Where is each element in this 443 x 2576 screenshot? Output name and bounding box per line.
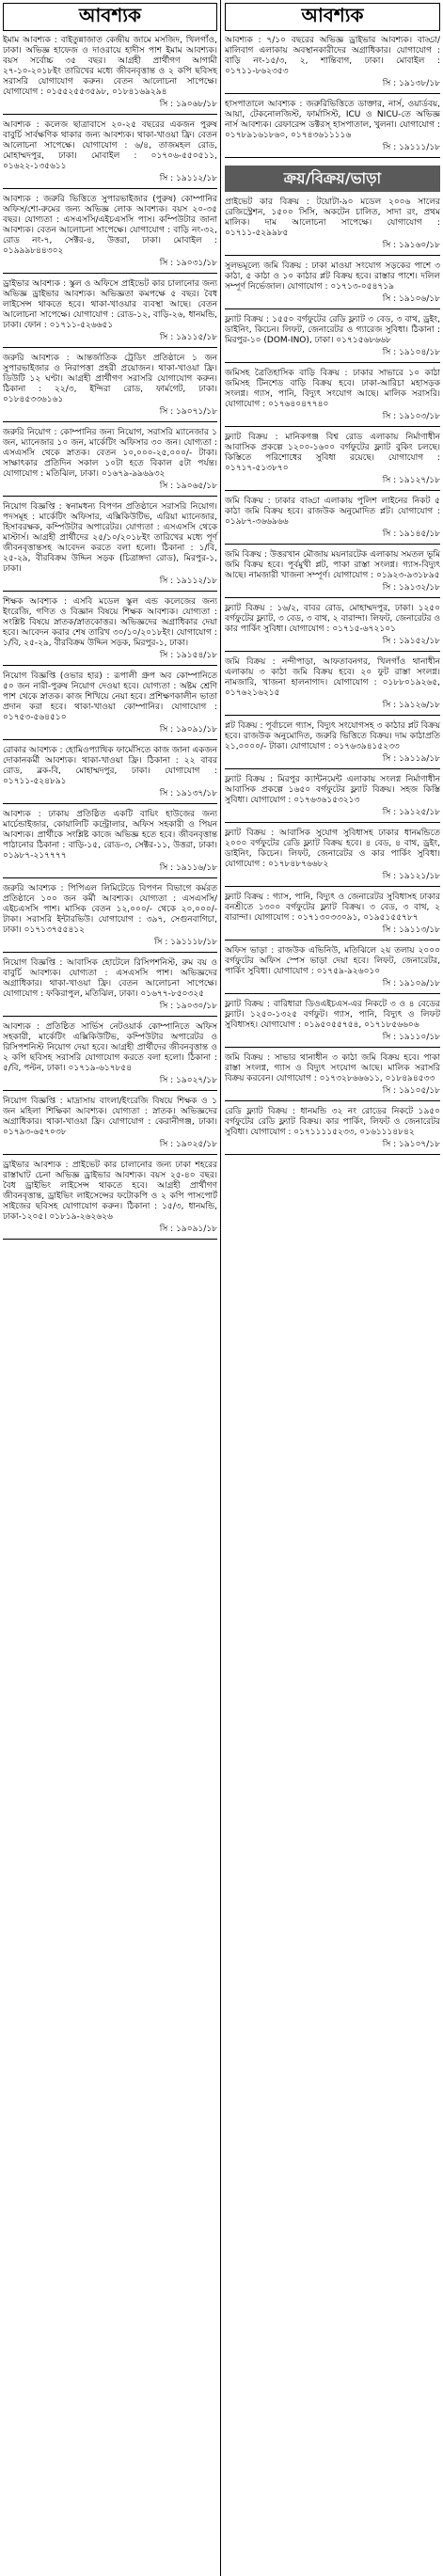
- ad-body-text: প্রাইভেট কার বিক্রয় : টয়োটা-৯০ মডেল ২০০৬ সালের রেজিস্ট্রেশন, ১৫০০ সিসি, অকটেন চালিত, সাদা রং, প্রথম মালিক। দাম আলোচনা সাপেক্ষে। যোগাযোগ : ০১৭১১-৫২৯৯৮৫: [225, 198, 440, 238]
- right-top-ads-list: [225, 34, 440, 158]
- ad-body-text: ফ্ল্যাট বিক্রয় : মানিকগঞ্জ বিশ্ব রোড এলাকায় নির্মাণাধীন আবাসিক প্রকল্পে ১২০০-১৬০০ বর্গফুটের ফ্ল্যাট বুকিং চলছে। কিস্তিতে পরিশোধের সুবিধা রয়েছে। যোগাযোগ : ০১৭১৭-৫১৩৮৭০: [225, 433, 440, 473]
- ad-reference-code: সি : ১৯১২৬/১৮: [382, 701, 440, 710]
- ad-body-text: হাসপাতালে আবশ্যক : জরুরিভিত্তিতে ডাক্তার, নার্স, ওয়ার্ডবয়, আয়া, টেকনোলজিস্ট, ফার্মাসিস্ট, ICU ও NICU-তে অভিজ্ঞ নার্স আবশ্যক। রেফারেন্স ডক্টরস্ হাসপাতাল, খুলনা। যোগাযোগ : ০১৭৮৯১৬১৮৬০, ০১৭৪৩৬১১১১৬: [225, 100, 440, 140]
- classified-ad: [225, 827, 440, 887]
- classified-ad: [3, 670, 217, 740]
- ad-reference-code: সি : ১৯০২৭/১৮: [159, 1076, 217, 1085]
- ad-reference-code: সি : ১৯১২৭/১৮: [382, 476, 440, 485]
- classified-ad: [3, 956, 217, 1017]
- classified-ad: [3, 1159, 217, 1240]
- ad-body-text: নিয়োগ বিজ্ঞপ্তি : আবাসিক হোটেলে রিসিপশনিস্ট, রুম বয় ও বাবুর্চি আবশ্যক। যোগ্যতা : এসএসসি পাশ। অভিজ্ঞদের অগ্রাধিকার। থাকা-খাওয়া ফ্রি। বেতন আলোচনা সাপেক্ষে। যোগাযোগ : ফকিরাপুল, মতিঝিল, ঢাকা। ০১৬৭৭-৮৫০৩২৫: [3, 958, 217, 999]
- ad-body-text: ফ্ল্যাট বিক্রয় : মিরপুর ক্যান্টনমেন্ট এলাকায় সংলগ্ন নির্মাণাধীন আবাসিক প্রকল্পে ১৬৫০ বর্গফুটের ফ্ল্যাট বিক্রয়। সহজ কিস্তি সুবিধা। যোগাযোগ : ০১৭৬৩৬১৫৩২১৩: [225, 775, 440, 805]
- ad-body-text: জরুরি আবশ্যক : পিপিএল লিমিটেডে বিপণন বিভাগে কর্মরত প্রতিষ্ঠানে ১০০ জন কর্মী আবশ্যক। যোগ্যতা : এসএসসি/এইচএসসি পাশ। মাসিক বেতন ১২,০০০/- থেকে ২০,০০০/- টাকা। সরাসরি ইন্টারভিউ। যোগাযোগ : ৩৯৭, সেগুনবাগিচা, ঢাকা। ০১৭১৩৭৫৫৪১২: [3, 884, 217, 935]
- classified-ad: [225, 313, 440, 363]
- classified-ad: [225, 1051, 440, 1101]
- ad-reference-code: সি : ১৯১২৫/১৮: [382, 808, 440, 817]
- classified-ad: [3, 595, 217, 666]
- ad-reference-code: সি : ১৯০৭১/১৮: [159, 407, 217, 417]
- ad-body-text: জমি বিক্রয় : উত্তরখান মৌজায় ময়নারটেক এলাকায় সমতল ভূমি জমি বিক্রয় হবে। পূর্বমুখী প্লট, পাকা রাস্তা সংলগ্ন। গ্যাস-বিদ্যুৎ আছে। নামজারী খাজনা সম্পূর্ণ। যোগাযোগ : ০১৯২৩-৯৩১৮৯৫: [225, 550, 440, 580]
- classified-ad: [3, 882, 217, 953]
- left-column: [0, 0, 221, 2576]
- ad-body-text: শিক্ষক আবশ্যক : এসবি মডেল স্কুল এন্ড কলেজের জন্য ইংরেজি, গণিত ও বিজ্ঞান বিষয়ে শিক্ষক আবশ্যক। যোগ্যতা : সংশ্লিষ্ট বিষয়ে স্নাতক/স্নাতকোত্তর। অভিজ্ঞদের অগ্রাধিকার দেয়া হবে। আবেদন করার শেষ তারিখ ৩০/১০/২০১৮ইং। যোগাযোগ : ১/বি, ২৫-২৯, বীরবিক্রম উদ্দিন সড়ক, মিরপুর-১, ঢাকা।: [3, 597, 217, 648]
- classified-ad: [225, 602, 440, 652]
- ad-reference-code: সি : ১৯১২১/১৮: [382, 872, 440, 881]
- ad-body-text: ইমাম আবশ্যক : বাইতুন্নাজাত কেন্দ্রীয় জামে মসজিদ, খিলগাঁও, ঢাকা। অভিজ্ঞ হাফেজ ও দাওরায়ে হাদীস পাশ ইমাম আবশ্যক। বয়স সর্বোচ্চ ৩৫ বছর। আগ্রহী প্রার্থীগণ আগামী ২৭-১০-২০১৮ইং তারিখের মধ্যে জীবনবৃত্তান্ত ও ২ কপি ছবিসহ সরাসরি যোগাযোগ করুন। বেতন আলোচনা সাপেক্ষে। যোগাযোগ : ০১৫৫২৫৫৩৫৯৮, ০১৮৪১৬৯২৯৪: [3, 36, 217, 97]
- classified-ad: [3, 426, 217, 497]
- classified-ad: [225, 34, 440, 94]
- ad-reference-code: সি : ১৯১৩২/১৮: [382, 583, 440, 593]
- ad-reference-code: সি : ১৯১৪৫/১৮: [382, 529, 440, 539]
- classified-ad: [3, 119, 217, 189]
- ad-reference-code: সি : ১৯১১৫/১৮: [159, 333, 217, 342]
- classified-ad: [225, 891, 440, 940]
- ad-body-text: ফ্ল্যাট বিক্রয় : বারিধারা ডিওএইচএস-এর নিকটে ৩ ও ৪ বেডের ফ্ল্যাট। ১২৫০-১৩২৫ বর্গফুট। গ্যাস, পানি, বিদ্যুৎ ও লিফট সুবিধাসহ। যোগাযোগ : ০১৯৫০৫৫৭৫৪, ০১৭১৮৫৬৬০৬: [225, 1000, 440, 1030]
- ad-body-text: ড্রাইভার আবশ্যক : স্কুল ও অফিসে প্রাইভেট কার চালানোর জন্য অভিজ্ঞ ড্রাইভার আবশ্যক। অভিজ্ঞতা কমপক্ষে ৫ বছর। বৈধ লাইসেন্স থাকতে হবে। থাকা-খাওয়ার ব্যবস্থা আছে। বেতন আলোচনা সাপেক্ষে। যোগাযোগ : রোড-১২, বাড়ি-২৬, ধানমন্ডি, ঢাকা। ফোন : ০১৭১১-৫২৬৬৫১: [3, 279, 217, 330]
- section-header-buy-sell-rent: ক্রয়/বিক্রয়/ভাড়া: [225, 166, 440, 192]
- classified-ad: [225, 367, 440, 427]
- ad-body-text: ফ্ল্যাট বিক্রয় : গ্যাস, পানি, বিদ্যুৎ ও জেনারেটর সুবিধাসহ ঢাকার বনশ্রীতে ১৩০০ বর্গফুটের ফ্ল্যাট বিক্রয়। ৩ বেড, ৩ বাথ, ২ বারান্দা। যোগাযোগ : ০১৭১৩০৩৩০৯১, ০১৯৫১৫৫৭৮৭: [225, 893, 440, 923]
- left-ads-list: [3, 34, 217, 1240]
- ad-reference-code: সি : ১৯১১২/১৮: [159, 577, 217, 586]
- ad-reference-code: সি : ১৯১১১৮/১৮: [153, 938, 217, 947]
- classified-ad: [3, 500, 217, 592]
- ad-reference-code: সি : ১৯১১০/১৮: [382, 1033, 440, 1042]
- ad-body-text: নিয়োগ বিজ্ঞপ্তি : স্বনামধন্য বিপণন প্রতিষ্ঠানে সরাসরি নিয়োগ। পদসমূহ : মার্কেটিং অফিসার, এক্সিকিউটিভ, এরিয়া ম্যানেজার, হিসাবরক্ষক, কম্পিউটার অপারেটর। যোগ্যতা : এসএসসি থেকে মাস্টার্স। আগ্রহী প্রার্থীদের ২৫/১০/২০১৮ইং তারিখের মধ্যে পূর্ণ জীবনবৃত্তান্তসহ আবেদন করতে বলা হলো। ঠিকানা : ১/বি, ২৫-২৯, বীরবিক্রম উদ্দিন সড়ক (চিত্রাঙ্গদা রোড), মিরপুর-১, ঢাকা।: [3, 502, 217, 574]
- ad-reference-code: সি : ১৯১১১/১৮: [382, 143, 440, 152]
- ad-reference-code: সি : ১৯১০৩/১৮: [382, 412, 440, 421]
- ad-body-text: জমিসহ ত্রৈতিহাসিক বাড়ি বিক্রয় : ঢাকার সাভারে ১০ কাঠা জমিসহ টিনশেড বাড়ি বিক্রয় হবে। ঢাকা-আরিচা মহাসড়ক সংলগ্ন। গ্যাস, পানি, বিদ্যুৎ সংযোগ আছে। মালিক সরাসরি। যোগাযোগ : ০১৭৬৪০৪৭৭৪০: [225, 369, 440, 409]
- classified-ad: [225, 548, 440, 598]
- ad-reference-code: সি : ১৯১১৩/১৮: [382, 925, 440, 935]
- ad-reference-code: সি : ১৯০৬৫/১৮: [159, 482, 217, 491]
- ad-reference-code: সি : ১৯১৩৮/১৮: [382, 79, 440, 88]
- classified-ad: [3, 808, 217, 878]
- ad-reference-code: সি : ১৯০৩০/১৮: [159, 1002, 217, 1011]
- classified-ad: [225, 431, 440, 491]
- ad-body-text: আবশ্যক : জরুরি ভিত্তিতে সুপারভাইজার (পুরুষ) কোম্পানির অফিস/শো-রুমের জন্য অভিজ্ঞ লোক আবশ্যক। বয়স ২০-৩৫ বছর। যোগ্যতা : এসএসসি/এইচএসসি পাস। কম্পিউটার জানা আবশ্যক। বেতন আলোচনা সাপেক্ষে। যোগাযোগ : বাড়ি নং-৩২, রোড নং-৭, সেক্টর-৪, উত্তরা, ঢাকা। মোবাইল : ০১৯৯৯৮৪৪৩০২: [3, 195, 217, 256]
- ad-body-text: ফ্ল্যাট বিক্রয় : ১৫৫০ বর্গফুটের রেডি ফ্ল্যাট ৩ বেড, ৩ বাথ, ড্রইং, ডাইনিং, কিচেন। লিফট, জেনারেটর ও গ্যারেজ সুবিধা। ঠিকানা : মিরপুর-১০ (DOM-INO), ঢাকা। ০১৭১৫৬৮৬৬৮: [225, 315, 440, 345]
- ad-reference-code: সি : ১৯০৯১/১৮: [159, 1225, 217, 1234]
- classified-ad: [225, 98, 440, 158]
- ad-body-text: নিয়োগ বিজ্ঞপ্তি : মাদ্রাসায় বাংলা/ইংরেজি বিষয়ে শিক্ষক ও ১ জন মহিলা শিক্ষিকা আবশ্যক। যোগ্যতা : স্নাতক। অভিজ্ঞদের অগ্রাধিকার। থাকা-খাওয়া ফ্রি। যোগাযোগ : কেরানীগঞ্জ, ঢাকা। ০১৭৯৩-৬৫৭০৩৮: [3, 1097, 217, 1137]
- right-ads-list: [225, 196, 440, 1155]
- ad-reference-code: সি : ১৯১৫২/১৮: [382, 637, 440, 646]
- ad-reference-code: সি : ১৯০২৫/১৮: [159, 1140, 217, 1149]
- ad-reference-code: সি : ১৯০৬৮/১৮: [159, 100, 217, 109]
- ad-reference-code: সি : ১৯১৫৪/১৮: [159, 651, 217, 660]
- ad-reference-code: সি : ১৯১১৬/১৮: [159, 863, 217, 873]
- classified-ad: [3, 352, 217, 422]
- ad-body-text: প্লট বিক্রয় : পূর্বাচলে গ্যাস, বিদ্যুৎ সংযোগসহ ৩ কাঠার প্লট বিক্রয় হবে। রাজউক অনুমোদিত, জরুরি ভিত্তিতে বিক্রয়। দাম কাঠাপ্রতি ২১,০০০০/- টাকা। যোগাযোগ : ০১৭৬৩৯৪১৫২৩৩: [225, 721, 440, 751]
- ad-body-text: জমি বিক্রয় : ঢাকার বাড্ডা এলাকায় পুলিশ লাইনের নিকট ৫ কাঠা জমি বিক্রয় হবে। রাজউক অনুমোদিত প্লট। যোগাযোগ : ০১৯৮৭-৩৬৬৯৬৬: [225, 497, 440, 527]
- classified-ad: [225, 998, 440, 1048]
- classified-ad: [3, 277, 217, 348]
- ad-body-text: নিয়োগ বিজ্ঞপ্তি (ওভার হার) : রূপালী গ্রুপ অব কোম্পানিতে ৫০ জন নারী-পুরুষ নিয়োগ দেওয়া হবে। যোগ্যতা : অষ্টম শ্রেণি পাশ থেকে স্নাতক। কাজ শিখিয়ে নেয়া হবে। প্রশিক্ষণকালীন ভাতা প্রদান করা হবে। থাকা-খাওয়া কোম্পানির। যোগাযোগ : ০১৭৫৩-৫৬৪৫১০: [3, 672, 217, 722]
- ad-body-text: রোকার আবশ্যক : হোমিওপ্যাথিক ফার্মেসিতে কাজ জানা একজন দোকানকর্মী আবশ্যক। থাকা-খাওয়া ফ্রি। ঠিকানা : ২২ বাবর রোড, ব্লক-বি, মোহাম্মদপুর, ঢাকা। যোগাযোগ : ০১৭১১-৫২৪৮৯১: [3, 746, 217, 786]
- ad-body-text: আবশ্যক : ৭/১০ বছরের অভিজ্ঞ ড্রাইভার আবশ্যক। বাড্ডা/মালিবাগ এলাকায় অবস্থানকারীদের অগ্রাধিকার। যোগাযোগ : বাড়ি নং-১৫/৩, ২, শান্তিবাগ, ঢাকা। মোবাইল : ০১৭১১-৮৬২৩৫৩: [225, 36, 440, 76]
- ad-body-text: সুলভমূল্যে জমি বিক্রয় : ঢাকা মাওয়া সংযোগ সড়কের পাশে ৩ কাঠা, ৫ কাঠা ও ১০ কাঠার প্লট বিক্রয় হবে। রাস্তার পাশে। দলিল সম্পূর্ণ নির্ভেজাল। যোগাযোগ : ০১৭১৩-০৫৪৭১৯: [225, 261, 440, 292]
- ad-body-text: ফ্ল্যাট বিক্রয় : ১৬/২, বাবর রোড, মোহাম্মদপুর, ঢাকা। ১২৫০ বর্গফুটের ফ্ল্যাট, ৩ বেড, ৩ বাথ, ২ বারান্দা। লিফট, জেনারেটর ও কার পার্কিং সুবিধা। যোগাযোগ : ০১৭১৫-৬৭২১০১: [225, 604, 440, 634]
- ad-body-text: আবশ্যক : কলেজ ছাত্রাবাসে ২০-২৫ বছরের একজন পুরুষ বাবুর্চি সার্বক্ষণিক থাকার জন্য আবশ্যক। থাকা-খাওয়া ফ্রি। বেতন আলোচনা সাপেক্ষে। যোগাযোগ : ৬/৪, তাজমহল রোড, মোহাম্মদপুর, ঢাকা। মোবাইল : ০১৭০৬-৫৫০৫১১, ০১৬২২-১৩৫৬১১: [3, 120, 217, 171]
- ad-body-text: জরুরি নিয়োগ : কোম্পানির জন্য নিয়োগ, সরাসরি ম্যানেজার ১ জন, ম্যানেজার ১০ জন, মার্কেটিং অফিসার ৩০ জন। যোগ্যতা : এসএসসি থেকে স্নাতক। বেতন ১০,০০০-২৫,০০০/- টাকা। সাক্ষাৎকার প্রতিদিন সকাল ১০টা হতে বিকাল ৫টা পর্যন্ত। যোগাযোগ : মতিঝিল, ঢাকা। ০১৬৭৯-৯৯৬৯৩২: [3, 428, 217, 479]
- ad-reference-code: সি : ১৯১৩৭/১৮: [159, 789, 217, 798]
- classified-ad: [3, 34, 217, 115]
- ad-reference-code: সি : ১৯১০৪/১৮: [382, 348, 440, 357]
- ad-reference-code: সি : ১৯১১৯/১৮: [382, 754, 440, 764]
- ad-reference-code: সি : ১৯১০৯/১৮: [382, 979, 440, 988]
- ad-body-text: ড্রাইভার আবশ্যক : প্রাইভেট কার চালানোর জন্য ঢাকা শহরের রাস্তাঘাট চেনা অভিজ্ঞ ড্রাইভার আবশ্যক। বয়স ২৫-৪০ বছর। বৈধ ড্রাইভিং লাইসেন্স থাকতে হবে। আগ্রহী প্রার্থীগণ জীবনবৃত্তান্ত, ড্রাইভিং লাইসেন্সের ফটোকপি ও ২ কপি পাসপোর্ট সাইজের ছবিসহ যোগাযোগ করুন। ঠিকানা : ১৫/৩, ধানমন্ডি, ঢাকা-১২০৫। ০১৮১৯-২৬২৬২৬: [3, 1161, 217, 1222]
- classified-ad: [3, 744, 217, 804]
- ad-reference-code: সি : ১৯১০৬/১৮: [382, 294, 440, 304]
- section-header-wanted-left: আবশ্যক: [3, 3, 217, 31]
- classified-ad: [225, 196, 440, 256]
- section-header-wanted-right: আবশ্যক: [225, 3, 440, 31]
- ad-body-text: অফিস ভাড়া : রাজউক এভিনিউ, মতিঝিলে ২য় তলায় ২০০০ বর্গফুটের অফিস স্পেস ভাড়া দেয়া হবে। লিফট, জেনারেটর, পার্কিং সুবিধা। যোগাযোগ : ০১৭৫৯-৯২৬০১০: [225, 946, 440, 976]
- right-column: [222, 0, 443, 2576]
- ad-body-text: জরুরি আবশ্যক : আন্তর্জাতিক ট্রেডিং প্রতিষ্ঠানে ১ জন সুপারভাইজার ও নিরাপত্তা প্রহরী প্রয়োজন। থাকা-খাওয়া ফ্রি। ডিউটি ১২ ঘণ্টা। আগ্রহী প্রার্থীগণ সরাসরি যোগাযোগ করুন। ঠিকানা : ২২/৩, ইন্দিরা রোড, ফার্মগেট, ঢাকা। ০১৮৪৫৩৩৬১৬১: [3, 354, 217, 404]
- ad-body-text: আবশ্যক : প্রতিষ্ঠিত সার্ভিস নেটওয়ার্ক কোম্পানিতে অফিস সহকারী, মার্কেটিং এক্সিকিউটিভ, কম্পিউটার অপারেটর ও রিসিপশনিস্ট নিয়োগ দেয়া হবে। আগ্রহী প্রার্থীদের জীবনবৃত্তান্ত ও ২ কপি ছবিসহ সরাসরি যোগাযোগ করতে বলা হলো। ঠিকানা : ৫/বি, পল্টন, ঢাকা। ০১৭১৯-৬১৭৮৫৪: [3, 1022, 217, 1073]
- ad-reference-code: সি : ১৯০৯১/১৮: [159, 725, 217, 735]
- ad-body-text: জমি বিক্রয় : নন্দীপাড়া, আফতাবনগর, খিলগাঁও থানাধীন এলাকায় ৩ কাঠা জমি বিক্রয় হবে। ২০ ফুট রাস্তা সংলগ্ন। নামজারি, খাজনা হালনাগাদ। যোগাযোগ : ০১৮৮০১৯২৬৫, ০১৭৬২১৬২১৫: [225, 657, 440, 698]
- ad-body-text: রেডি ফ্ল্যাট বিক্রয় : ধানমন্ডি ৩২ নং রোডের নিকটে ১৯৫০ বর্গফুটের রেডি ফ্ল্যাট বিক্রয়। কার পার্কিং, লিফট ও জেনারেটর সুবিধা। যোগাযোগ : ০১৭১১১১৫২৩৩, ০১৬১১১৪৮৪২: [225, 1107, 440, 1137]
- classified-ad: [3, 1095, 217, 1155]
- classified-ad: [225, 944, 440, 994]
- classified-ad: [225, 260, 440, 309]
- classified-ad: [225, 656, 440, 716]
- classified-ad: [225, 495, 440, 545]
- classified-ad: [3, 1020, 217, 1091]
- classified-ad: [225, 1105, 440, 1155]
- ad-body-text: জমি বিক্রয় : সাভার থানাধীন ৩ কাঠা জমি বিক্রয় হবে। পাকা রাস্তা সংলগ্ন, গ্যাস ও বিদ্যুৎ সংযোগ আছে। মালিক সরাসরি বিক্রয় করবেন। যোগাযোগ : ০১৭৩২৮৬৬৬১১, ০১৮৪৯৪৫৩৩: [225, 1053, 440, 1083]
- ad-reference-code: সি : ১৯১১২/১৮: [159, 174, 217, 183]
- ad-reference-code: সি : ১৯০৩১/১৮: [159, 259, 217, 268]
- classified-ad: [225, 773, 440, 823]
- classified-ad: [225, 719, 440, 769]
- ad-body-text: আবশ্যক : ঢাকায় প্রতিষ্ঠিত একটি বায়িং হাউজের জন্য মার্চেন্ডাইজার, কোয়ালিটি কন্ট্রোলার, অফিস সহকারী ও পিয়ন আবশ্যক। প্রার্থীকে সংশ্লিষ্ট কাজে অভিজ্ঞ হতে হবে। জীবনবৃত্তান্ত পাঠানোর ঠিকানা : বাড়ি-১৫, রোড-৩, সেক্টর-১১, উত্তরা, ঢাকা। ০১৯৮৭-২১৭৭৭৭: [3, 810, 217, 861]
- classified-ad: [3, 193, 217, 274]
- ad-reference-code: সি : ১৯১৬০/১৮: [382, 241, 440, 250]
- ad-reference-code: সি : ১৯১০৫/১৮: [382, 1086, 440, 1096]
- ad-reference-code: সি : ১৯১০৭/১৮: [382, 1140, 440, 1149]
- ad-body-text: ফ্ল্যাট বিক্রয় : আবাসিক সুযোগ সুবিধাসহ ঢাকার ধানমন্ডিতে ২০০০ বর্গফুটের রেডি ফ্ল্যাট বিক্রয় হবে। ৪ বেড, ৪ বাথ, ড্রইং, ডাইনিং, কিচেন। লিফট, জেনারেটর ও কার পার্কিং সুবিধা। যোগাযোগ : ০১৭৮৪৮৭৬৬৮২: [225, 829, 440, 869]
